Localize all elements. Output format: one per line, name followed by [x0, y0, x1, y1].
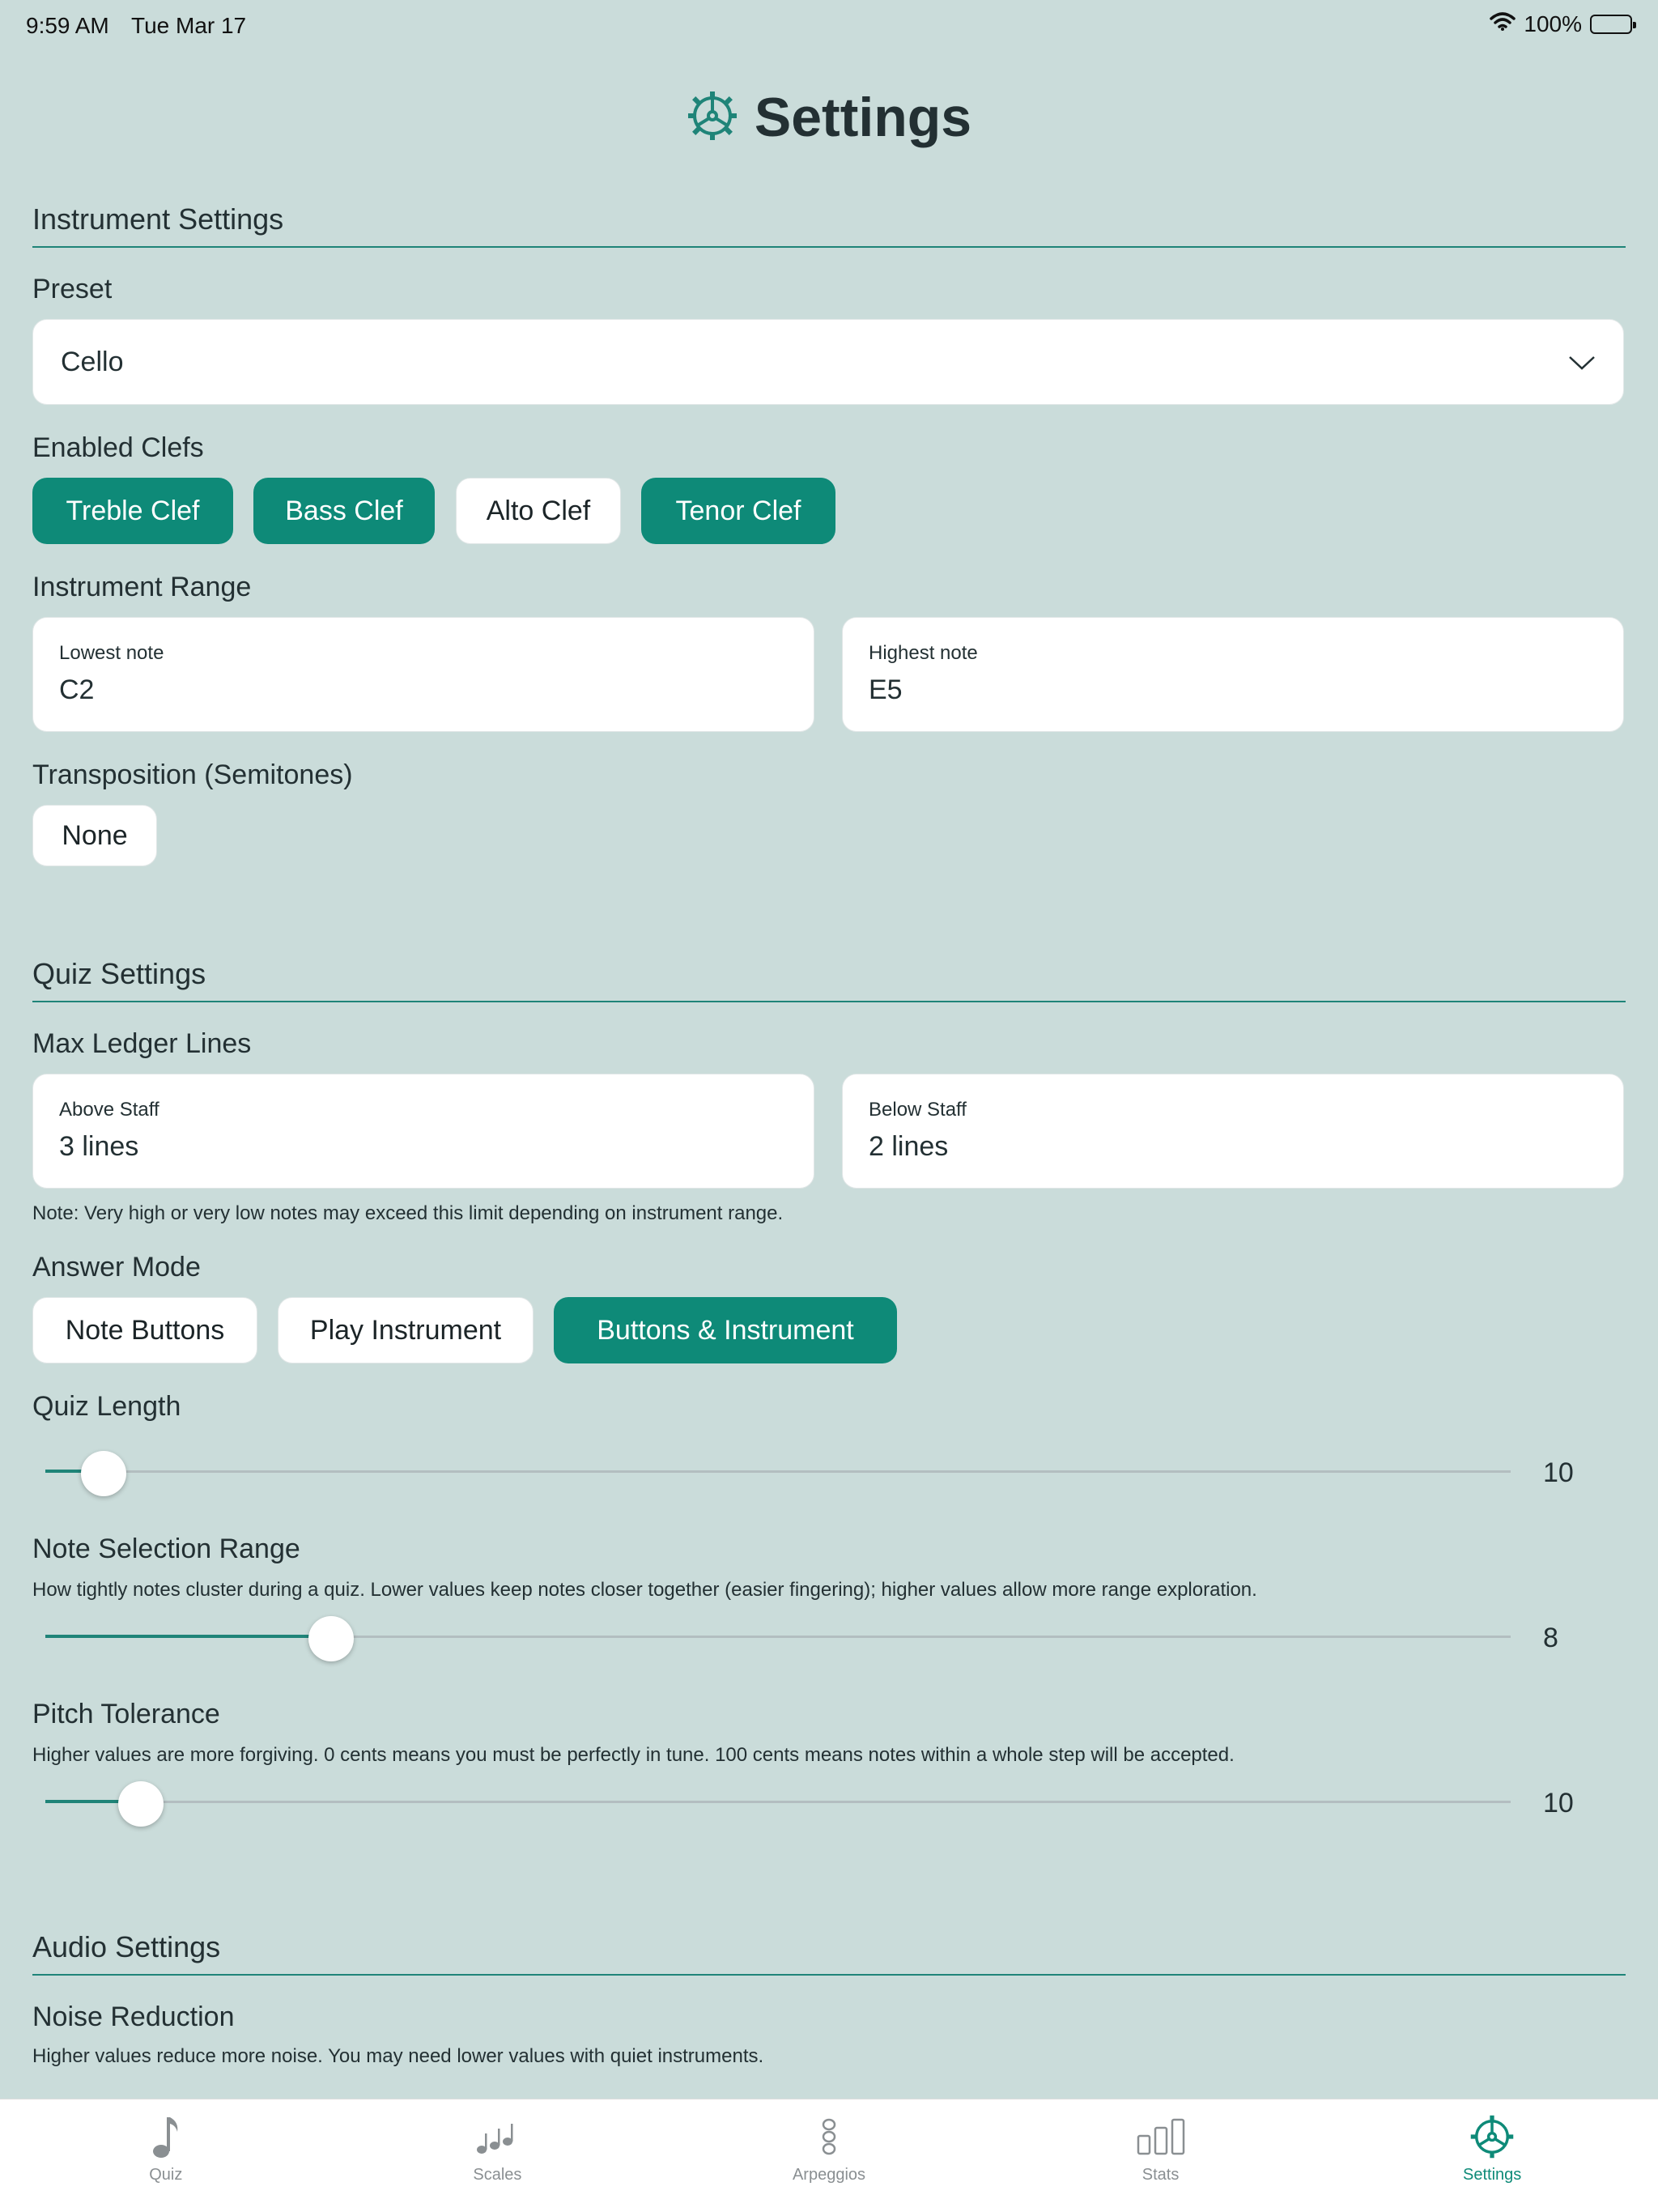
slider-track: [45, 1470, 1511, 1473]
answer-mode-label: Answer Mode: [32, 1252, 201, 1283]
battery-icon: [1590, 15, 1632, 34]
quiz-length-value: 10: [1543, 1457, 1574, 1488]
quiz-length-label: Quiz Length: [32, 1391, 181, 1422]
treble-clef-toggle[interactable]: Treble Clef: [32, 478, 233, 544]
chevron-down-icon: [1568, 347, 1596, 378]
tab-stats[interactable]: [995, 2099, 1327, 2212]
instrument-range-label: Instrument Range: [32, 572, 252, 602]
slider-thumb[interactable]: [81, 1451, 126, 1496]
audio-settings-header: Audio Settings: [32, 1930, 1626, 1976]
arpeggio-icon: [819, 2114, 839, 2159]
bar-chart-icon: [1137, 2114, 1185, 2159]
tab-label: Scales: [473, 2166, 522, 2184]
slider-fill: [45, 1635, 331, 1638]
slider-thumb[interactable]: [118, 1781, 164, 1827]
below-staff-value: 2 lines: [869, 1131, 949, 1162]
tab-label: Settings: [1463, 2166, 1522, 2184]
quiz-length-slider[interactable]: [45, 1451, 1511, 1491]
tab-bar: [0, 2099, 1658, 2212]
lowest-note-value: C2: [59, 674, 95, 705]
tab-label: Stats: [1141, 2166, 1180, 2184]
tab-arpeggios[interactable]: [663, 2099, 995, 2212]
lowest-note-label: Lowest note: [59, 642, 164, 664]
tab-quiz[interactable]: [0, 2099, 332, 2212]
tab-label: Quiz: [149, 2166, 183, 2184]
scale-notes-icon: [474, 2114, 520, 2159]
above-staff-field[interactable]: [32, 1074, 814, 1189]
lowest-note-field[interactable]: [32, 617, 814, 732]
transposition-label: Transposition (Semitones): [32, 759, 353, 790]
battery-percent: 100%: [1524, 11, 1582, 36]
tenor-clef-toggle[interactable]: Tenor Clef: [641, 478, 835, 544]
noise-reduction-note: Higher values reduce more noise. You may need lower values with quiet instruments.: [32, 2045, 764, 2067]
buttons-and-instrument-option[interactable]: Buttons & Instrument: [554, 1297, 897, 1363]
quiz-settings-header: Quiz Settings: [32, 957, 1626, 1002]
settings-title: Settings: [754, 87, 972, 148]
note-selection-range-slider[interactable]: [45, 1616, 1511, 1657]
noise-reduction-label: Noise Reduction: [32, 2001, 235, 2032]
status-indicators: [1490, 11, 1632, 37]
transposition-select[interactable]: None: [32, 805, 157, 866]
bass-clef-toggle[interactable]: Bass Clef: [253, 478, 435, 544]
tab-scales[interactable]: [332, 2099, 664, 2212]
pitch-tolerance-slider[interactable]: [45, 1781, 1511, 1822]
highest-note-label: Highest note: [869, 642, 978, 664]
status-time: 9:59 AM: [26, 13, 109, 38]
tab-label: Arpeggios: [792, 2166, 866, 2184]
status-bar: [0, 0, 1658, 50]
above-staff-label: Above Staff: [59, 1099, 159, 1121]
max-ledger-lines-label: Max Ledger Lines: [32, 1028, 252, 1059]
note-selection-range-value: 8: [1543, 1623, 1558, 1653]
below-staff-field[interactable]: [842, 1074, 1624, 1189]
play-instrument-option[interactable]: Play Instrument: [278, 1297, 534, 1363]
enabled-clefs-label: Enabled Clefs: [32, 432, 204, 463]
pitch-tolerance-label: Pitch Tolerance: [32, 1699, 220, 1729]
pitch-tolerance-note: Higher values are more forgiving. 0 cents means you must be perfectly in tune. 100 cents means notes within a whole step will be accepted.: [32, 1744, 1235, 1766]
above-staff-value: 3 lines: [59, 1131, 139, 1162]
music-note-icon: [150, 2114, 182, 2159]
preset-select[interactable]: [32, 319, 1624, 405]
wifi-icon: [1490, 11, 1516, 37]
alto-clef-toggle[interactable]: Alto Clef: [456, 478, 621, 544]
highest-note-field[interactable]: [842, 617, 1624, 732]
note-selection-range-label: Note Selection Range: [32, 1534, 300, 1564]
below-staff-label: Below Staff: [869, 1099, 967, 1121]
gear-icon: [1469, 2114, 1515, 2159]
slider-track: [45, 1801, 1511, 1803]
instrument-settings-header: Instrument Settings: [32, 202, 1626, 248]
ledger-note: Note: Very high or very low notes may exceed this limit depending on instrument range.: [32, 1202, 784, 1224]
page-title: [0, 81, 1658, 154]
note-buttons-option[interactable]: Note Buttons: [32, 1297, 257, 1363]
preset-value: Cello: [61, 346, 124, 377]
preset-label: Preset: [32, 274, 113, 304]
highest-note-value: E5: [869, 674, 903, 705]
note-selection-range-note: How tightly notes cluster during a quiz. Lower values keep notes closer together (easier fingering); higher values allow more range exploration.: [32, 1579, 1257, 1601]
slider-thumb[interactable]: [308, 1616, 354, 1661]
pitch-tolerance-value: 10: [1543, 1788, 1574, 1819]
tab-settings[interactable]: [1326, 2099, 1658, 2212]
gear-icon: [687, 90, 738, 146]
status-date: Tue Mar 17: [131, 13, 247, 38]
